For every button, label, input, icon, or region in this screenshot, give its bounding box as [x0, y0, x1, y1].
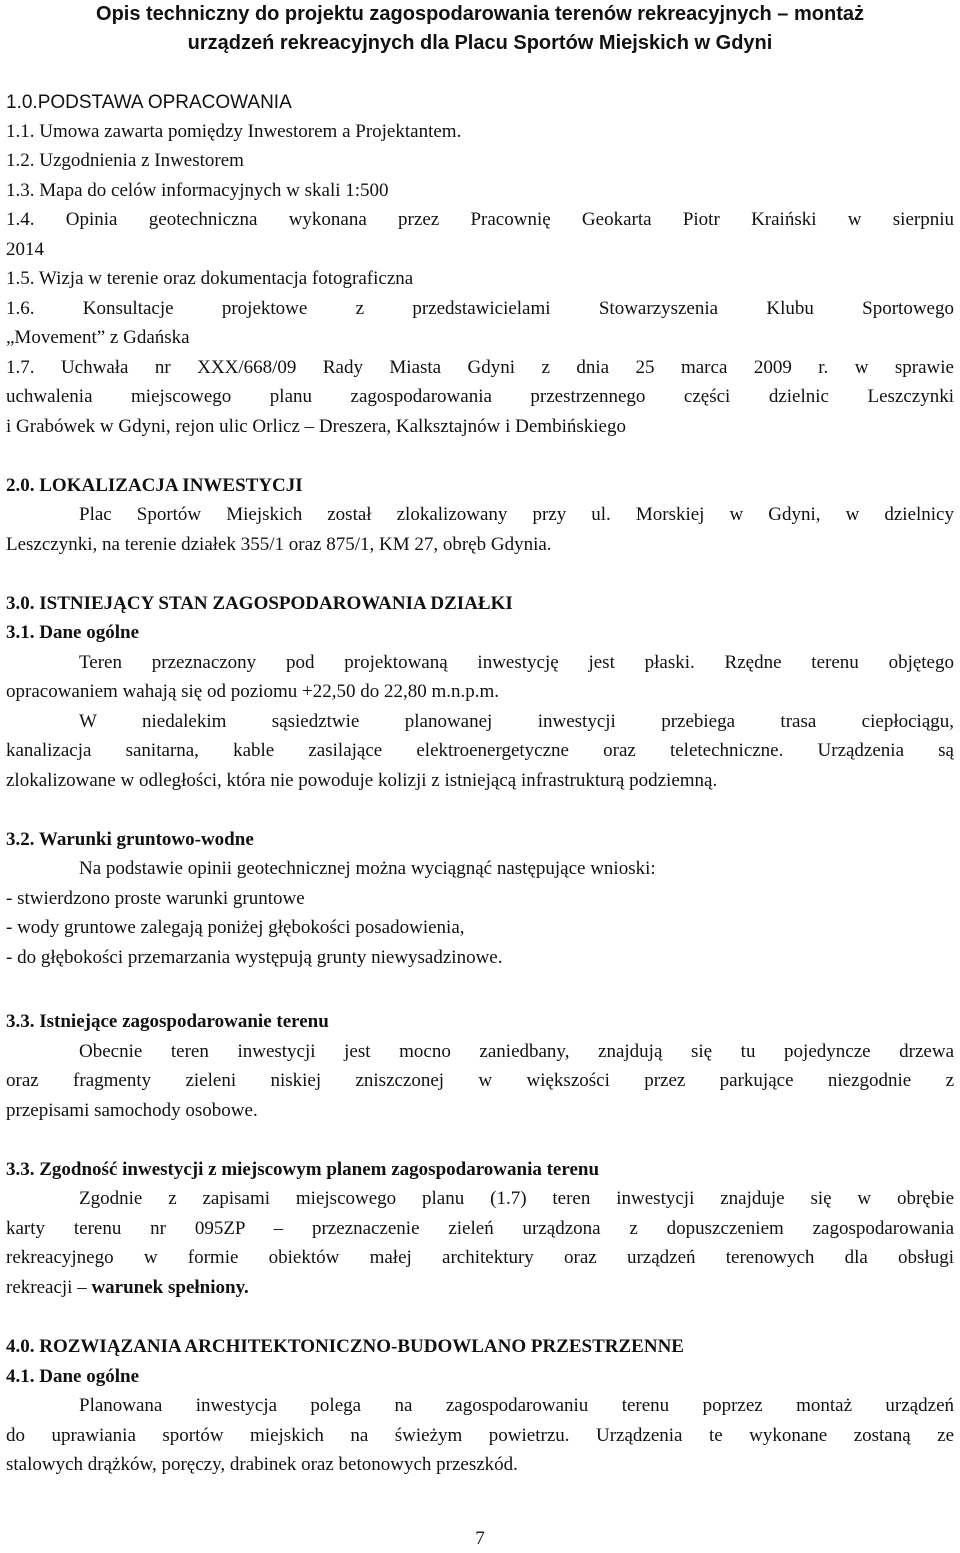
list-item-continuation: i Grabówek w Gdyni, rejon ulic Orlicz – Dreszera, Kalksztajnów i Dembińskiego [6, 416, 626, 437]
subsection-heading: 3.3. Zgodność inwestycji z miejscowym planem zagospodarowania terenu [6, 1159, 600, 1180]
section-3-heading: 3.0. ISTNIEJĄCY STAN ZAGOSPODAROWANIA DZIAŁKI [6, 593, 513, 614]
list-item: - do głębokości przemarzania występują grunty niewysadzinowe. [6, 947, 503, 968]
list-item: 1.4. Opinia geotechniczna wykonana przez Pracownię Geokarta Piotr Kraiński w sierpniu [6, 209, 954, 230]
paragraph-line: Na podstawie opinii geotechnicznej można wyciągnąć następujące wnioski: [79, 858, 656, 879]
paragraph-line: Obecnie teren inwestycji jest mocno zaniedbany, znajdują się tu pojedyncze drzewa [79, 1041, 954, 1062]
paragraph-line: Leszczynki, na terenie działek 355/1 oraz 875/1, KM 27, obręb Gdynia. [6, 534, 552, 555]
paragraph-line: kanalizacja sanitarna, kable zasilające elektroenergetyczne oraz teletechniczne. Urządzenia są [6, 740, 954, 761]
list-item-continuation: uchwalenia miejscowego planu zagospodarowania przestrzennego części dzielnic Leszczynki [6, 386, 954, 407]
paragraph-line [6, 1276, 954, 1300]
paragraph-line: Teren przeznaczony pod projektowaną inwestycję jest płaski. Rzędne terenu objętego [79, 652, 954, 673]
list-item: - wody gruntowe zalegają poniżej głębokości posadowienia, [6, 917, 465, 938]
paragraph-line: zlokalizowane w odległości, która nie powoduje kolizji z istniejącą infrastrukturą podziemną. [6, 770, 718, 791]
paragraph-line: stalowych drążków, poręczy, drabinek oraz betonowych przeszkód. [6, 1454, 518, 1475]
list-item-continuation: „Movement” z Gdańska [6, 327, 190, 348]
list-item: 1.7. Uchwała nr XXX/668/09 Rady Miasta Gdyni z dnia 25 marca 2009 r. w sprawie [6, 357, 954, 378]
list-item: 1.6. Konsultacje projektowe z przedstawicielami Stowarzyszenia Klubu Sportowego [6, 298, 954, 319]
paragraph-line: Planowana inwestycja polega na zagospodarowaniu terenu poprzez montaż urządzeń [79, 1395, 954, 1416]
paragraph-line: rekreacyjnego w formie obiektów małej architektury oraz urządzeń terenowych dla obsługi [6, 1247, 954, 1268]
paragraph-line: do uprawiania sportów miejskich na świeżym powietrzu. Urządzenia te wykonane zostaną ze [6, 1425, 954, 1446]
paragraph-line: Plac Sportów Miejskich został zlokalizowany przy ul. Morskiej w Gdyni, w dzielnicy [79, 504, 954, 525]
subsection-heading: 3.1. Dane ogólne [6, 622, 139, 643]
list-item: 1.1. Umowa zawarta pomiędzy Inwestorem a Projektantem. [6, 121, 462, 142]
section-1-heading: 1.0.PODSTAWA OPRACOWANIA [6, 92, 292, 113]
paragraph-line: W niedalekim sąsiedztwie planowanej inwestycji przebiega trasa ciepłociągu, [79, 711, 954, 732]
list-item: 1.5. Wizja w terenie oraz dokumentacja fotograficzna [6, 268, 414, 289]
list-item: 1.2. Uzgodnienia z Inwestorem [6, 150, 244, 171]
list-item: - stwierdzono proste warunki gruntowe [6, 888, 305, 909]
subsection-heading: 4.1. Dane ogólne [6, 1366, 139, 1387]
section-2-heading: 2.0. LOKALIZACJA INWESTYCJI [6, 475, 303, 496]
page-number: 7 [475, 1528, 485, 1549]
document-title-line-1: Opis techniczny do projektu zagospodarowania terenów rekreacyjnych – montaż [96, 3, 864, 25]
paragraph-line: opracowaniem wahają się od poziomu +22,50 do 22,80 m.n.p.m. [6, 681, 500, 702]
paragraph-line: Zgodnie z zapisami miejscowego planu (1.7) teren inwestycji znajduje się w obrębie [79, 1188, 954, 1209]
list-item: 1.3. Mapa do celów informacyjnych w skali 1:500 [6, 180, 389, 201]
paragraph-line: przepisami samochody osobowe. [6, 1100, 258, 1121]
conclusion-text: warunek spełniony. [91, 1277, 249, 1298]
section-4-heading: 4.0. ROZWIĄZANIA ARCHITEKTONICZNO-BUDOWLANO PRZESTRZENNE [6, 1336, 684, 1357]
subsection-heading: 3.2. Warunki gruntowo-wodne [6, 829, 254, 850]
paragraph-text: rekreacji – [6, 1277, 92, 1298]
paragraph-line: karty terenu nr 095ZP – przeznaczenie zieleń urządzona z dopuszczeniem zagospodarowania [6, 1218, 954, 1239]
subsection-heading: 3.3. Istniejące zagospodarowanie terenu [6, 1011, 329, 1032]
paragraph-line: oraz fragmenty zieleni niskiej zniszczonej w większości przez parkujące niezgodnie z [6, 1070, 954, 1091]
list-item-continuation: 2014 [6, 239, 44, 260]
document-title-line-2: urządzeń rekreacyjnych dla Placu Sportów Miejskich w Gdyni [187, 32, 773, 54]
